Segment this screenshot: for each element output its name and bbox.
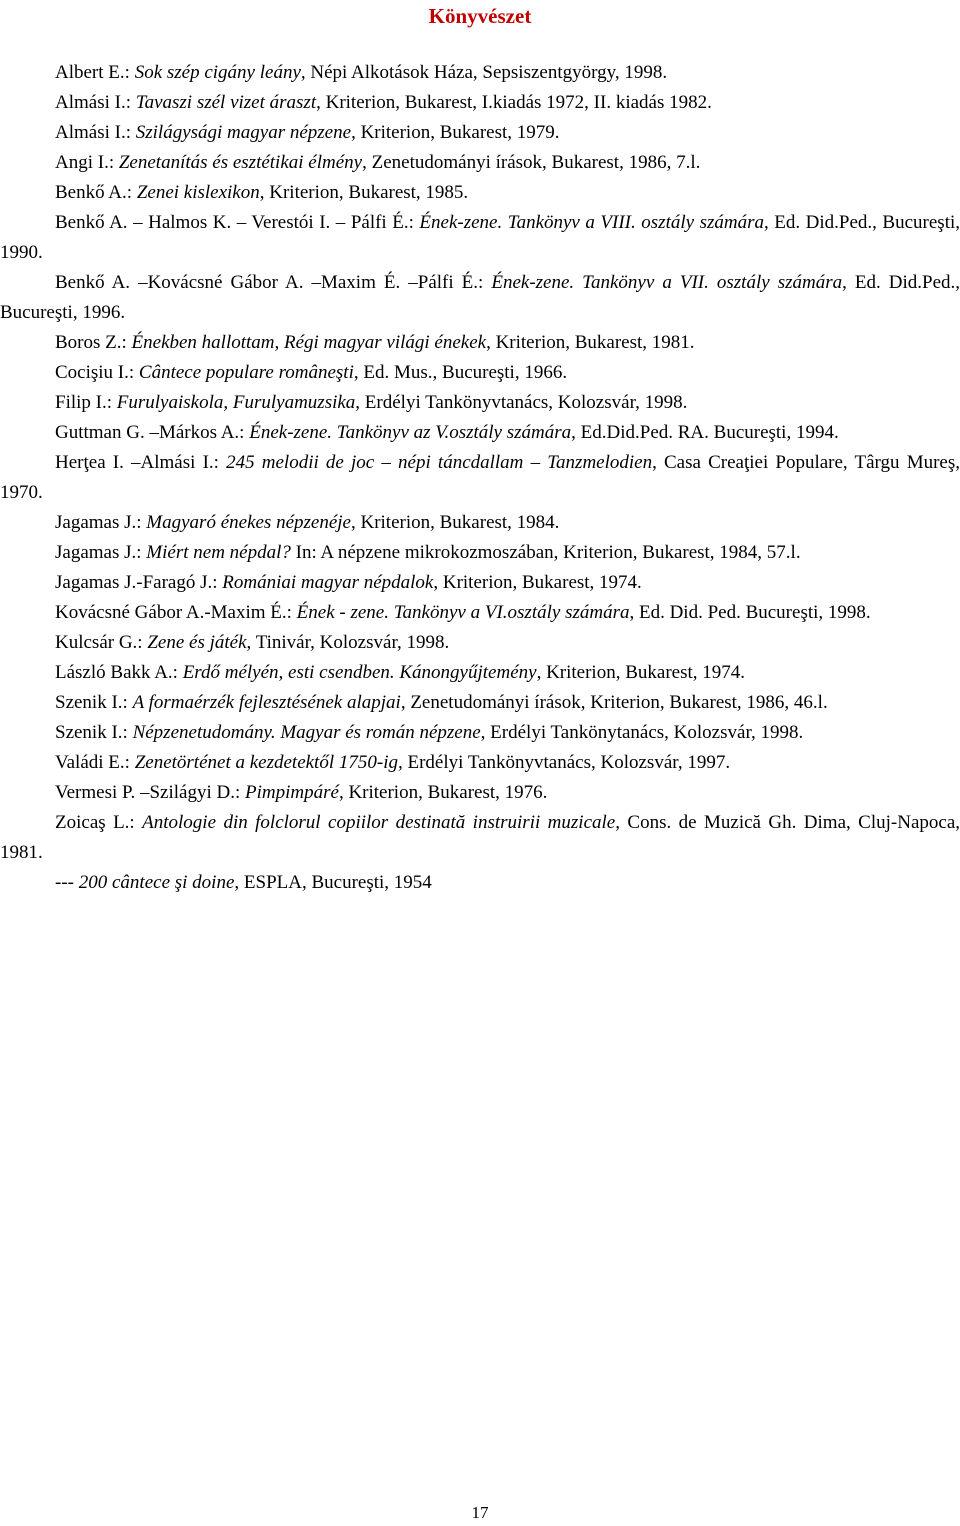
entry-text: Kovácsné Gábor A.-Maxim É.: [55, 602, 297, 623]
entry-text: , ESPLA, Bucureşti, 1954 [234, 872, 432, 893]
bibliography-entry [0, 208, 960, 268]
bibliography-entry [0, 388, 960, 418]
entry-title: A formaérzék fejlesztésének alapjai [132, 692, 401, 713]
entry-text: , Casa Creaţiei Populare, Târgu Mureş, 1970. [0, 452, 960, 503]
entry-title: Népzenetudomány. Magyar és román népzene [132, 722, 481, 743]
entry-title: Zenetörténet a kezdetektől 1750-ig, [134, 752, 403, 773]
entry-text: , Kriterion, Bukarest, I.kiadás 1972, II. kiadás 1982. [316, 92, 712, 113]
entry-text: , Ed. Did.Ped., Bucureşti, 1996. [0, 272, 960, 323]
entry-text: Angi I.: [55, 152, 119, 173]
entry-text: , Kriterion, Bukarest, 1974. [433, 572, 642, 593]
entry-text: , Tinivár, Kolozsvár, 1998. [246, 632, 450, 653]
bibliography-entry [0, 628, 960, 658]
entry-title: Tavaszi szél vizet áraszt [135, 92, 317, 113]
entry-text: , Ed.Did.Ped. RA. Bucureşti, 1994. [571, 422, 839, 443]
entry-text: Szenik I.: [55, 692, 133, 713]
entry-text: Erdélyi Tankönyvtanács, Kolozsvár, 1997. [402, 752, 731, 773]
entry-title: Ének-zene. Tankönyv az V.osztály számára [249, 422, 572, 443]
entry-title: Énekben hallottam, Régi magyar világi énekek [131, 332, 487, 353]
entry-text: , Kriterion, Bukarest, 1974. [536, 662, 745, 683]
bibliography-entry [0, 328, 960, 358]
entry-text: , Kriterion, Bukarest, 1984. [350, 512, 560, 533]
entry-text: , Kriterion, Bukarest, 1976. [338, 782, 548, 803]
bibliography-entry [0, 748, 960, 778]
bibliography-entry [0, 688, 960, 718]
entry-text: In: A népzene mikrokozmoszában, Kriterion, Bukarest, 1984, 57.l. [290, 542, 801, 563]
entry-text: Guttman G. –Márkos A.: [55, 422, 250, 443]
entry-text: , Zenetudományi írások, Kriterion, Bukarest, 1986, 46.l. [400, 692, 828, 713]
entry-title: Zenei kislexikon [136, 182, 260, 203]
bibliography-entry [0, 448, 960, 508]
entry-text: , Cons. de Muzică Gh. Dima, Cluj-Napoca, 1981. [0, 812, 960, 863]
entry-text: Jagamas J.: [55, 512, 147, 533]
bibliography-entry [0, 718, 960, 748]
entry-title: Sok szép cigány leány [134, 62, 301, 83]
entry-text: Vermesi P. –Szilágyi D.: [55, 782, 245, 803]
entry-text: Almási I.: [55, 122, 136, 143]
bibliography-entry [0, 568, 960, 598]
entry-text: , Népi Alkotások Háza, Sepsiszentgyörgy, 1998. [300, 62, 668, 83]
entry-text: , Zenetudományi írások, Bukarest, 1986, 7.l. [362, 152, 701, 173]
entry-title: 200 cântece şi doine [78, 872, 235, 893]
entry-text: , Ed. Did.Ped., Bucureşti, 1990. [0, 212, 960, 263]
entry-text: László Bakk A.: [55, 662, 183, 683]
bibliography-entry [0, 88, 960, 118]
entry-title: Ének-zene. Tankönyv a VIII. osztály számára [419, 212, 764, 233]
entry-title: Erdő mélyén, esti csendben. Kánongyűjtemény [182, 662, 537, 683]
entry-text: Kulcsár G.: [55, 632, 148, 653]
entry-text: , Kriterion, Bukarest, 1979. [351, 122, 560, 143]
bibliography-entry [0, 868, 960, 898]
entry-text: , Kriterion, Bukarest, 1985. [259, 182, 469, 203]
entry-title: 245 melodii de joc – népi táncdallam – Tanzmelodien [226, 452, 653, 473]
entry-text: , Kriterion, Bukarest, 1981. [486, 332, 695, 353]
entry-text: Valádi E.: [55, 752, 135, 773]
bibliography-list [0, 58, 960, 898]
entry-text: , Ed. Mus., Bucureşti, 1966. [353, 362, 568, 383]
entry-text: Benkő A. –Kovácsné Gábor A. –Maxim É. –Pálfi É.: [55, 272, 492, 293]
bibliography-entry [0, 58, 960, 88]
entry-text: , Erdélyi Tankönyvtanács, Kolozsvár, 1998. [355, 392, 688, 413]
bibliography-entry [0, 508, 960, 538]
entry-title: Antologie din folclorul copiilor destinată instruirii muzicale [142, 812, 616, 833]
bibliography-entry [0, 658, 960, 688]
bibliography-entry [0, 778, 960, 808]
bibliography-entry [0, 808, 960, 868]
entry-title: Cântece populare româneşti [138, 362, 354, 383]
entry-text: Filip I.: [55, 392, 117, 413]
entry-text: Almási I.: [55, 92, 136, 113]
bibliography-entry [0, 118, 960, 148]
entry-text: Szenik I.: [55, 722, 133, 743]
entry-text: Herţea I. –Almási I.: [55, 452, 227, 473]
bibliography-entry [0, 418, 960, 448]
entry-title: Ének - zene. Tankönyv a VI.osztály számára [296, 602, 630, 623]
entry-title: Miért nem népdal? [146, 542, 291, 563]
bibliography-entry [0, 538, 960, 568]
entry-text: Zoicaş L.: [55, 812, 143, 833]
page-number: 17 [471, 1503, 489, 1522]
entry-title: Zenetanítás és esztétikai élmény [118, 152, 363, 173]
bibliography-entry [0, 598, 960, 628]
entry-title: Magyaró énekes népzenéje [146, 512, 351, 533]
entry-text: Jagamas J.: [55, 542, 147, 563]
entry-text: Albert E.: [55, 62, 135, 83]
entry-text: Cocişiu I.: [55, 362, 139, 383]
entry-text: Benkő A.: [55, 182, 137, 203]
entry-text: --- [55, 872, 79, 893]
bibliography-entry [0, 268, 960, 328]
bibliography-entry [0, 178, 960, 208]
entry-title: Furulyaiskola, Furulyamuzsika [116, 392, 356, 413]
entry-text: Jagamas J.-Faragó J.: [55, 572, 223, 593]
entry-title: Romániai magyar népdalok [222, 572, 434, 593]
entry-title: Ének-zene. Tankönyv a VII. osztály számára [491, 272, 843, 293]
entry-title: Szilágysági magyar népzene [135, 122, 352, 143]
entry-text: Boros Z.: [55, 332, 132, 353]
page-title: Könyvészet [428, 4, 532, 28]
entry-text: , Ed. Did. Ped. Bucureşti, 1998. [629, 602, 871, 623]
entry-text: Benkő A. – Halmos K. – Verestói I. – Pálfi É.: [55, 212, 420, 233]
entry-title: Zene és játék [147, 632, 247, 653]
bibliography-entry [0, 358, 960, 388]
bibliography-entry [0, 148, 960, 178]
entry-text: , Erdélyi Tankönytanács, Kolozsvár, 1998. [480, 722, 804, 743]
entry-title: Pimpimpáré [245, 782, 339, 803]
